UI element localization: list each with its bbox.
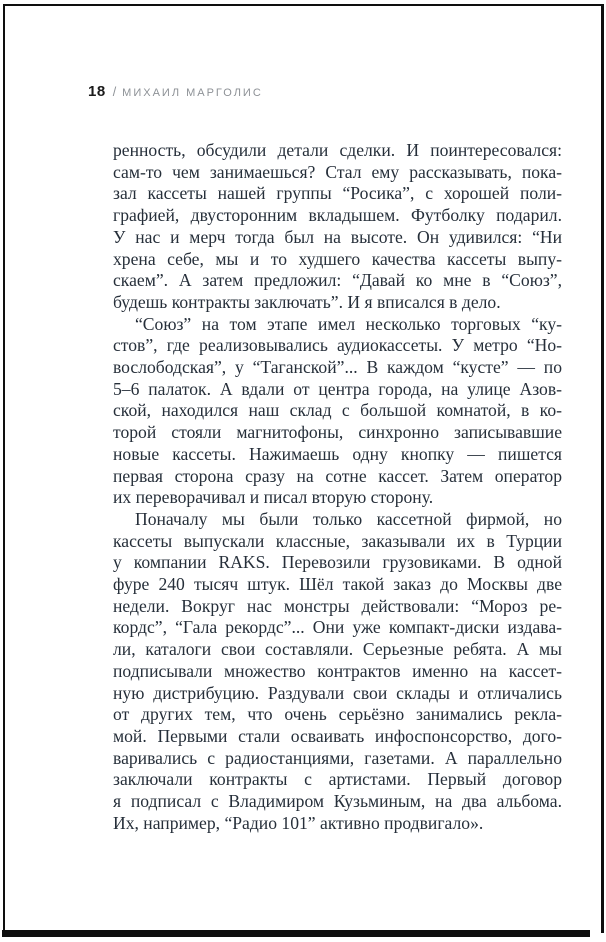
text-line: от других тем, что очень серьёзно занимались рекла- [113, 704, 562, 725]
text-line: торой стояли магнитофоны, синхронно записывавшие [113, 422, 562, 443]
text-line: зал кассеты нашей группы “Росика”, с хорошей поли- [113, 183, 562, 204]
text-line: я подписал с Владимиром Кузьминым, на два альбома. [113, 791, 562, 812]
text-line: стов”, где реализовывались аудиокассеты. У метро “Но- [113, 335, 562, 356]
text-line: ской, находился наш склад с большой комнатой, в ко- [113, 400, 562, 421]
text-line: вослободская”, у “Таганской”... В каждом “кусте” — по [113, 357, 562, 378]
text-line: заключали контракты с артистами. Первый договор [113, 769, 562, 790]
text-line: фуре 240 тысяч штук. Шёл такой заказ до Москвы две [113, 574, 562, 595]
text-line: недели. Вокруг нас монстры действовали: “Мороз ре- [113, 595, 562, 616]
text-line: “Союз” на том этапе имел несколько торговых “ку- [135, 313, 562, 334]
running-head [88, 84, 263, 101]
text-line: первая сторона сразу на сотне кассет. Затем оператор [113, 465, 562, 486]
text-line: ную дистрибуцию. Раздували свои склады и отличались [113, 682, 562, 703]
text-line: их переворачивал и писал вторую сторону. [113, 487, 434, 508]
text-line: скаем”. А затем предложил: “Давай ко мне в “Союз”, [113, 270, 562, 291]
text-line: варивались с радиостанциями, газетами. А параллельно [113, 747, 562, 768]
text-line: мой. Первыми стали осваивать инфоспонсорство, дого- [113, 725, 562, 746]
text-line: 5–6 палаток. А вдали от центра города, на улице Азов- [113, 378, 562, 399]
text-line: подписывали множество контрактов именно на кассет- [113, 660, 562, 681]
text-line: у компании RAKS. Перевозили грузовиками. В одной [113, 552, 562, 573]
text-line: У нас и мерч тогда был на высоте. Он удивился: “Ни [113, 226, 562, 247]
page-frame-top [3, 4, 604, 6]
text-line: ли, каталоги свои составляли. Серьезные ребята. А мы [113, 639, 562, 660]
page-frame-right [601, 4, 604, 933]
page-frame-left [3, 4, 5, 937]
text-line: графией, двусторонним вкладышем. Футболку подарил. [113, 205, 562, 226]
text-line: ренность, обсудили детали сделки. И поинтересовался: [113, 140, 562, 160]
body-text-block [113, 140, 562, 835]
text-line: кассеты выпускали классные, заказывали их в Турции [113, 530, 562, 551]
header-separator: / [112, 85, 117, 99]
text-line: Их, например, “Радио 101” активно продвигало». [113, 812, 484, 833]
page-frame-bottom [2, 930, 590, 937]
text-line: Поначалу мы были только кассетной фирмой, но [135, 508, 562, 529]
text-line: сам-то чем занимаешься? Стал ему рассказывать, пока- [113, 161, 562, 182]
text-line: хрена себе, мы и то худшего качества кассеты выпу- [113, 248, 562, 269]
running-head-author: МИХАИЛ МАРГОЛИС [122, 87, 263, 99]
text-line: будешь контракты заключать”. И я вписался в дело. [113, 291, 501, 312]
text-line: кордс”, “Гала рекордс”... Они уже компакт-диски издава- [113, 617, 562, 638]
text-line: новые кассеты. Нажимаешь одну кнопку — пишется [113, 443, 562, 464]
page-number: 18 [88, 83, 106, 100]
